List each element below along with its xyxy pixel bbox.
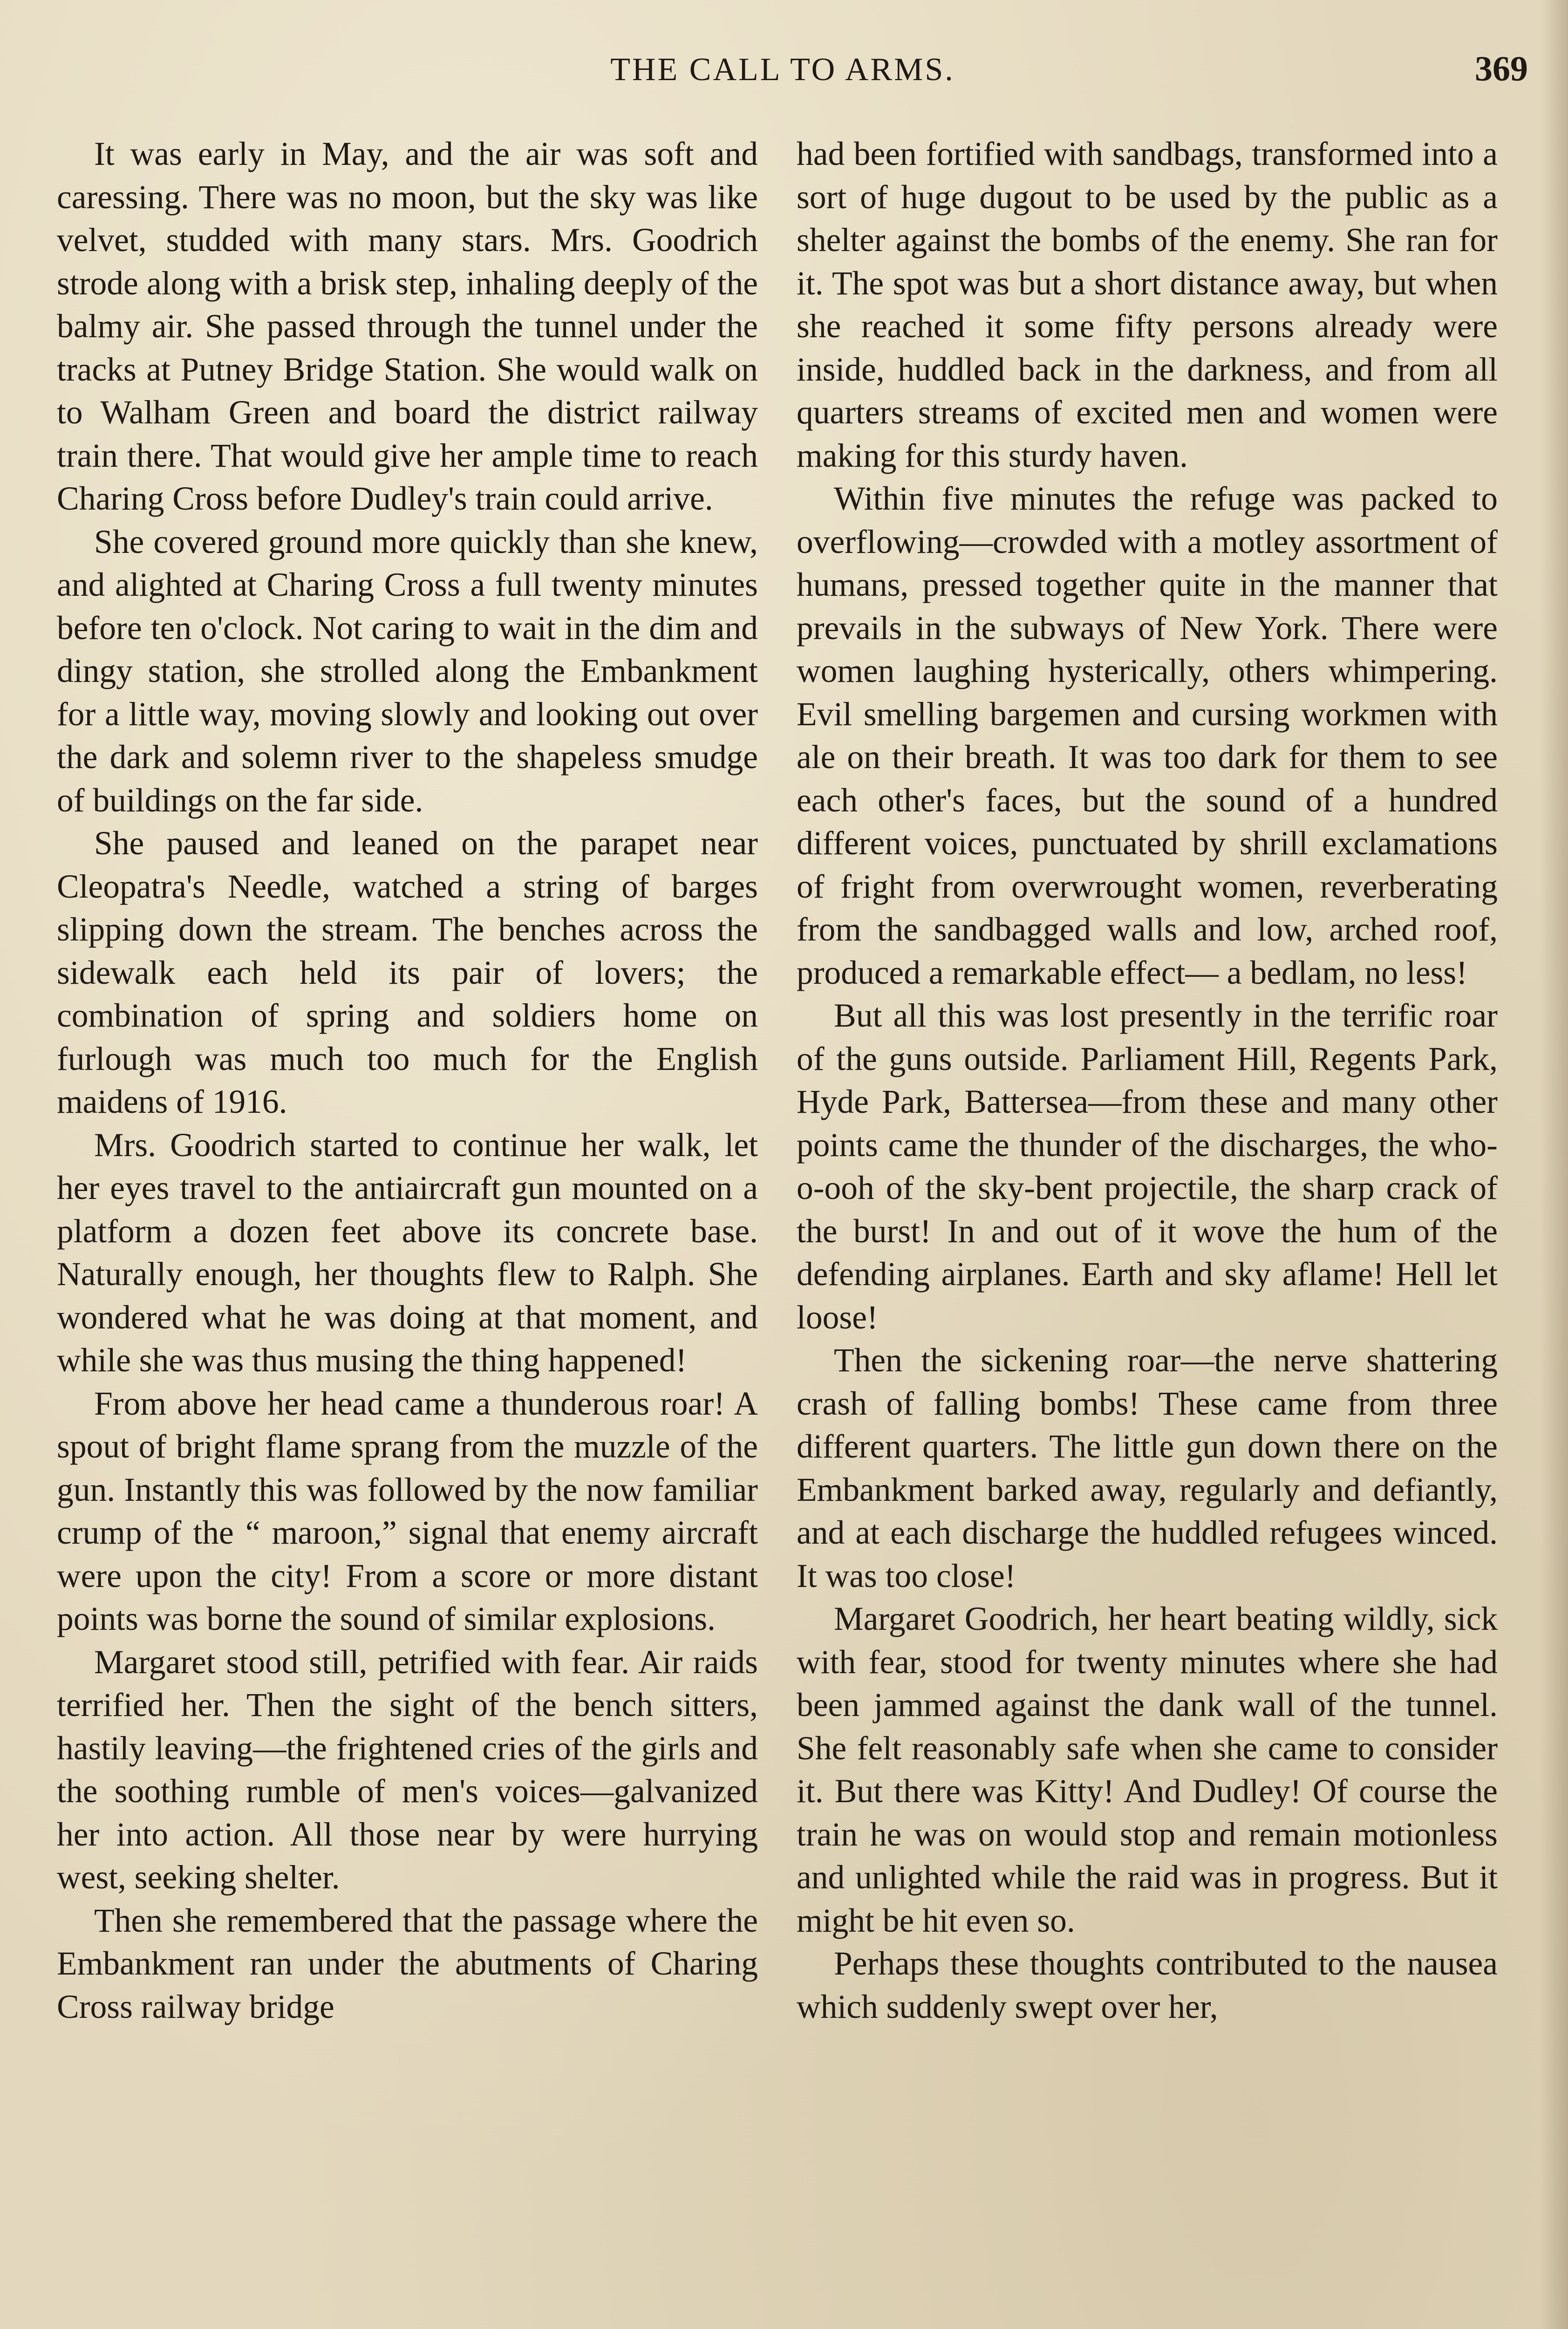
paragraph: She paused and leaned on the parapet near Cleopatra's Needle, watched a string of barges slipping down the stream. The benches across the sidewalk each held its pair of lovers; the combination of spring and soldiers home on furlough was much too much for the English maidens of 1916. xyxy=(57,825,758,1120)
paragraph: But all this was lost presently in the terrific roar of the guns outside. Parliament Hill, Regents Park, Hyde Park, Battersea—from these and many other points came the thunder of the discharges, the who-o-ooh of the sky-bent projectile, the sharp crack of the burst! In and out of it wove the hum of the defending airplanes. Earth and sky aflame! Hell let loose! xyxy=(797,997,1498,1336)
page-number: 369 xyxy=(1475,49,1528,89)
paragraph: From above her head came a thunderous roar! A spout of bright flame sprang from the muzzle of the gun. Instantly this was followed by the now familiar crump of the “ maroon,” signal that enemy aircraft were upon the city! From a score or more distant points was borne the sound of similar explosions. xyxy=(57,1385,758,1637)
paragraph: Mrs. Goodrich started to continue her walk, let her eyes travel to the antiaircraft gun mounted on a platform a dozen feet above its concrete base. Naturally enough, her thoughts flew to Ralph. She wondered what he was doing at that moment, and while she was thus musing the thing happened! xyxy=(57,1126,758,1379)
paragraph: Margaret Goodrich, her heart beating wildly, sick with fear, stood for twenty minutes where she had been jammed against the dank wall of the tunnel. She felt reasonably safe when she came to consider it. But there was Kitty! And Dudley! Of course the train he was on would stop and remain motionless and unlighted while the raid was in progress. But it might be hit even so. xyxy=(797,1600,1498,1939)
running-title: THE CALL TO ARMS. xyxy=(610,52,955,88)
paragraph-continued: had been fortified with sandbags, transformed into a sort of huge dugout to be used by the public as a shelter against the bombs of the enemy. She ran for it. The spot was but a short distance away, but when she reached it some fifty persons already were inside, huddled back in the darkness, and from all quarters streams of excited men and women were making for this sturdy haven. xyxy=(797,136,1498,474)
right-column xyxy=(797,133,1498,2029)
paragraph: Perhaps these thoughts contributed to the nausea which suddenly swept over her, xyxy=(797,1945,1498,2025)
page-edge-shadow xyxy=(1540,0,1568,2329)
left-column xyxy=(57,133,758,2029)
paragraph: Then she remembered that the passage where the Embankment ran under the abutments of Charing Cross railway bridge xyxy=(57,1902,758,2025)
paragraph: She covered ground more quickly than she knew, and alighted at Charing Cross a full twenty minutes before ten o'clock. Not caring to wait in the dim and dingy station, she strolled along the Embankment for a little way, moving slowly and looking out over the dark and solemn river to the shapeless smudge of buildings on the far side. xyxy=(57,523,758,819)
paragraph: Margaret stood still, petrified with fear. Air raids terrified her. Then the sight of the bench sitters, hastily leaving—the frightened cries of the girls and the soothing rumble of men's voices—galvanized her into action. All those near by were hurrying west, seeking shelter. xyxy=(57,1643,758,1896)
paragraph: It was early in May, and the air was soft and caressing. There was no moon, but the sky was like velvet, studded with many stars. Mrs. Goodrich strode along with a brisk step, inhaling deeply of the balmy air. She passed through the tunnel under the tracks at Putney Bridge Station. She would walk on to Walham Green and board the district railway train there. That would give her ample time to reach Charing Cross before Dudley's train could arrive. xyxy=(57,136,758,517)
paragraph: Within five minutes the refuge was packed to overflowing—crowded with a motley assortment of humans, pressed together quite in the manner that prevails in the subways of New York. There were women laughing hysterically, others whimpering. Evil smelling bargemen and cursing workmen with ale on their breath. It was too dark for them to see each other's faces, but the sound of a hundred different voices, punctuated by shrill exclamations of fright from overwrought women, reverberating from the sandbagged walls and low, arched roof, produced a remarkable effect— a bedlam, no less! xyxy=(797,480,1498,991)
paragraph: Then the sickening roar—the nerve shattering crash of falling bombs! These came from three different quarters. The little gun down there on the Embankment barked away, regularly and defiantly, and at each discharge the huddled refugees winced. It was too close! xyxy=(797,1342,1498,1594)
